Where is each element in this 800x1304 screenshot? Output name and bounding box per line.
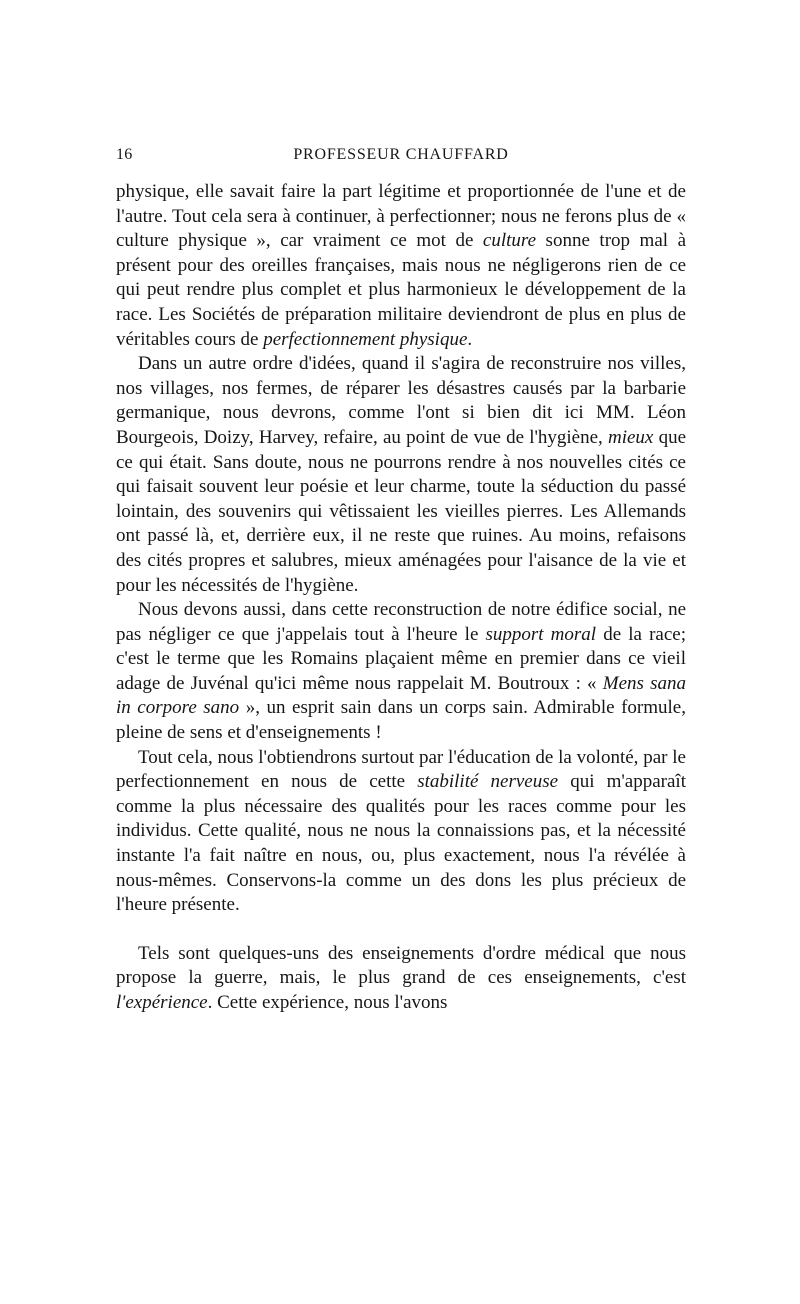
- text-run: Tout cela, nous l'obtiendrons surtout par l'éducation de la volonté, par le perfectionnement en nous de cette: [116, 746, 686, 793]
- italic-text: l'expérience: [116, 992, 208, 1013]
- text-run: sonne trop mal à présent pour des oreilles françaises, mais nous ne négligerons rien de ce qui peut rendre plus complet et plus harmonieux le développement de la race. Les Sociétés de préparation militaire deviendront de plus en plus de véritables cours de: [116, 230, 686, 350]
- text-run: . Cette expérience, nous l'avons: [207, 992, 448, 1013]
- text-run: », un esprit sain dans un corps sain. Admirable formule, pleine de sens et d'enseignements !: [116, 697, 686, 744]
- book-page: [116, 146, 686, 1016]
- italic-text: support moral: [485, 623, 597, 645]
- paragraph: [116, 942, 686, 1016]
- text-run: Tels sont quelques-uns des enseignements d'ordre médical que nous propose la guerre, mais, le plus grand de ces enseignements, c'est: [116, 942, 686, 989]
- text-run: Dans un autre ordre d'idées, quand il s'agira de reconstruire nos villes, nos villages, nos fermes, de réparer les désastres causés par la barbarie germanique, nous devrons, comme l'ont si bien dit ici MM. Léon Bourgeois, Doizy, Harvey, refaire, au point de vue de l'hygiène,: [116, 353, 686, 448]
- italic-text: mieux: [608, 426, 654, 448]
- italic-text: perfectionnement physique: [263, 328, 468, 350]
- paragraph: [116, 746, 686, 918]
- text-run: de la race; c'est le terme que les Romains plaçaient même en premier dans ce vieil adage de Juvénal qu'ici même nous rappelait M. Boutroux : «: [116, 623, 686, 694]
- running-head: [116, 146, 686, 170]
- italic-text: Mens sana in corpore sano: [116, 672, 686, 719]
- paragraph: [116, 598, 686, 746]
- body-text: [116, 180, 686, 1016]
- italic-text: culture: [482, 230, 537, 252]
- text-run: Nous devons aussi, dans cette reconstruction de notre édifice social, ne pas négliger ce que j'appelais tout à l'heure le: [116, 599, 686, 645]
- text-run: que ce qui était. Sans doute, nous ne pourrons rendre à nos nouvelles cités ce qui faisait souvent leur poésie et leur charme, toute la séduction du passé lointain, des souvenirs qui vêtissaient les vieilles pierres. Les Allemands ont passé là, et, derrière eux, il ne reste que ruines. Au moins, refaisons des cités propres et salubres, mieux aménagées pour l'aisance de la vie et pour les nécessités de l'hygiène.: [116, 426, 686, 596]
- page-number: 16: [116, 146, 133, 163]
- text-run: qui m'apparaît comme la plus nécessaire des qualités pour les races comme pour les individus. Cette qualité, nous ne nous la connaissions pas, et la nécessité instante l'a fait naître en nous, ou, plus exactement, nous l'a révélée à nous-mêmes. Conservons-la comme un des dons les plus précieux de l'heure présente.: [116, 771, 686, 916]
- italic-text: stabilité nerveuse: [417, 771, 559, 793]
- paragraph: [116, 180, 686, 352]
- running-title: PROFESSEUR CHAUFFARD: [293, 146, 509, 163]
- text-run: .: [467, 328, 473, 350]
- text-run: physique, elle savait faire la part légitime et proportionnée de l'une et de l'autre. Tout cela sera à continuer, à perfectionner; nous ne ferons plus de « culture physique », car vraiment ce mot de: [116, 181, 686, 252]
- paragraph: [116, 352, 686, 598]
